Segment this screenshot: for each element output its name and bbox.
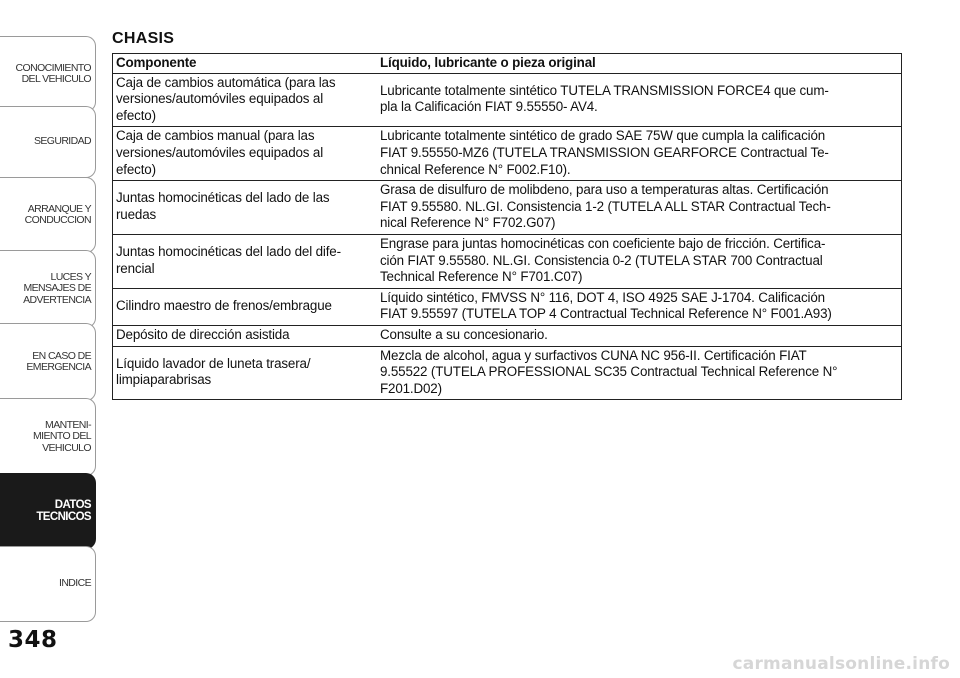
table-header-row — [113, 54, 902, 74]
tab-conocimiento-del-vehiculo[interactable] — [0, 36, 96, 112]
tab-label: MANTENI- MIENTO DEL VEHICULO — [33, 418, 91, 454]
table-row — [113, 288, 902, 325]
table-row — [113, 181, 902, 235]
tab-label: EN CASO DE EMERGENCIA — [26, 349, 91, 373]
tab-label: SEGURIDAD — [33, 135, 91, 148]
component-cell: Juntas homocinéticas del lado de las ruedas — [113, 181, 378, 235]
tab-label: ARRANQUE Y CONDUCCION — [24, 202, 91, 226]
component-cell: Líquido lavador de luneta trasera/ limpiaparabrisas — [113, 346, 378, 400]
tab-en-caso-de-emergencia[interactable] — [0, 323, 96, 401]
table-row — [113, 325, 902, 346]
watermark: carmanualsonline.info — [732, 654, 950, 674]
table-row — [113, 234, 902, 288]
fluid-cell: Grasa de disulfuro de molibdeno, para uso a temperaturas altas. Certificación FIAT 9.55580. NL.GI. Consistencia 1-2 (TUTELA ALL STAR Contractual Tech- nical Reference N° F702.G07) — [377, 181, 902, 235]
fluid-cell: Lubricante totalmente sintético TUTELA TRANSMISSION FORCE4 que cum- pla la Calificación FIAT 9.55550- AV4. — [377, 73, 902, 127]
tab-arranque-y-conduccion[interactable] — [0, 177, 96, 253]
column-header-fluid: Líquido, lubricante o pieza original — [377, 54, 902, 74]
tab-datos-tecnicos[interactable] — [0, 473, 96, 549]
component-cell: Caja de cambios manual (para las versiones/automóviles equipados al efecto) — [113, 127, 378, 181]
tab-seguridad[interactable] — [0, 106, 96, 178]
fluid-cell: Lubricante totalmente sintético de grado SAE 75W que cumpla la calificación FIAT 9.55550-MZ6 (TUTELA TRANSMISSION GEARFORCE Contractual Te- chnical Reference N° F002.F10). — [377, 127, 902, 181]
component-cell: Depósito de dirección asistida — [113, 325, 378, 346]
fluid-cell: Líquido sintético, FMVSS N° 116, DOT 4, ISO 4925 SAE J-1704. Calificación FIAT 9.55597 (TUTELA TOP 4 Contractual Technical Reference N° F001.A93) — [377, 288, 902, 325]
component-cell: Caja de cambios automática (para las versiones/automóviles equipados al efecto) — [113, 73, 378, 127]
fluids-table — [112, 53, 902, 400]
tab-mantenimiento-del-vehiculo[interactable] — [0, 398, 96, 476]
tab-label: LUCES Y MENSAJES DE ADVERTENCIA — [23, 270, 91, 306]
tab-label: CONOCIMIENTO DEL VEHICULO — [15, 61, 91, 85]
sidebar-tabs — [0, 0, 98, 678]
column-header-component: Componente — [113, 54, 378, 74]
tab-label: DATOS TECNICOS — [36, 498, 91, 523]
fluid-cell: Mezcla de alcohol, agua y surfactivos CUNA NC 956-II. Certificación FIAT 9.55522 (TUTELA PROFESSIONAL SC35 Contractual Technical Reference N° F201.D02) — [377, 346, 902, 400]
component-cell: Juntas homocinéticas del lado del dife- rencial — [113, 234, 378, 288]
tab-label: INDICE — [59, 577, 91, 590]
fluid-cell: Engrase para juntas homocinéticas con coeficiente bajo de fricción. Certifica- ción FIAT 9.55580. NL.GI. Consistencia 0-2 (TUTELA STAR 700 Contractual Technical Reference N° F701.C07) — [377, 234, 902, 288]
table-row — [113, 127, 902, 181]
fluid-cell: Consulte a su concesionario. — [377, 325, 902, 346]
table-row — [113, 73, 902, 127]
component-cell: Cilindro maestro de frenos/embrague — [113, 288, 378, 325]
page-number: 348 — [8, 627, 58, 653]
section-title: CHASIS — [112, 30, 175, 47]
table-row — [113, 346, 902, 400]
tab-luces-y-mensajes[interactable] — [0, 250, 96, 328]
tab-indice[interactable] — [0, 546, 96, 622]
